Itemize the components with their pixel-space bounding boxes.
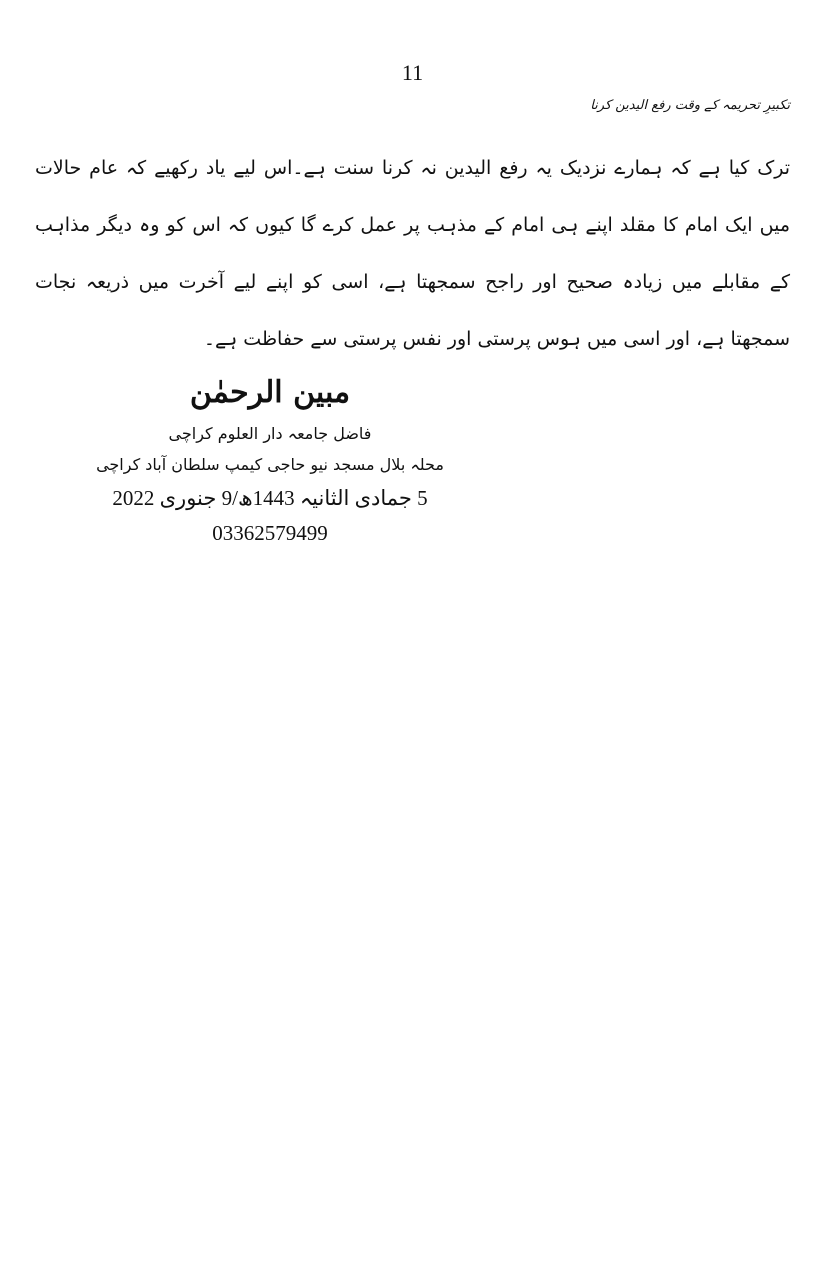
author-credential: فاضل جامعہ دار العلوم کراچی <box>168 424 372 443</box>
signature-date: 5 جمادی الثانیہ 1443ھ/9 جنوری 2022 <box>112 486 428 510</box>
contact-phone: 03362579499 <box>212 521 328 545</box>
page-number: 11 <box>401 60 424 85</box>
signature-block <box>95 375 445 546</box>
running-header: تکبیرِ تحریمہ کے وقت رفع الیدین کرنا <box>590 98 790 113</box>
body-paragraph: ترک کیا ہے کہ ہمارے نزدیک یہ رفع الیدین نہ کرنا سنت ہے۔اس لیے یاد رکھیے کہ عام حالات میں ایک امام کا مقلد اپنے ہی امام کے مذہب پر عمل کرے گا کیوں کہ اس کو وہ دیگر مذاہب کے مقابلے میں زیادہ صحیح اور راجح سمجھتا ہے، اسی کو اپنے لیے آخرت میں ذریعہ نجات سمجھتا ہے، اور اسی میں ہوس پرستی اور نفس پرستی سے حفاظت ہے۔ <box>35 157 790 350</box>
author-name: مبین الرحمٰن <box>189 375 351 410</box>
author-address: محلہ بلال مسجد نیو حاجی کیمپ سلطان آباد کراچی <box>96 455 444 474</box>
